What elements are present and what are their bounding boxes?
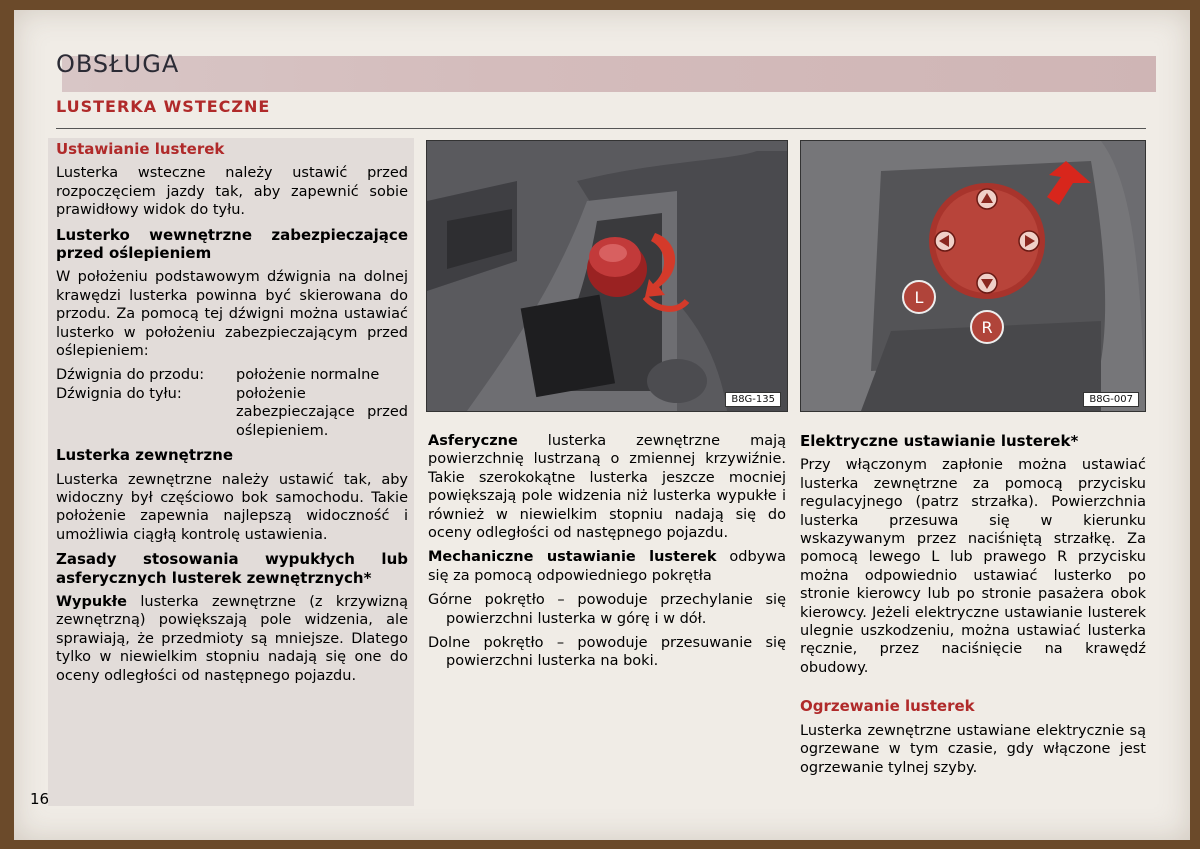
column-2 [428,432,786,677]
paragraph-inner-mirror: W położeniu podstawowym dźwignia na dolnej krawędzi lusterka powinna być skierowana do przodu. Za pomocą tej dźwigni można ustawiać lusterko w położeniu zabezpieczającym przed oślepieniem: [56,269,408,360]
column-1 [56,140,408,691]
heading-electric-adjust: Elektryczne ustawianie lusterek* [800,432,1079,450]
lever-forward-value: położenie normalne [236,367,380,384]
mechanical-text: odbywa się za pomocą odpowiedniego pokrętła [428,549,787,584]
paragraph-lower-knob: Dolne pokrętło – powoduje przesuwanie się powierzchni lusterka na boki. [428,635,786,670]
button-l-label: L [914,288,924,307]
mechanical-term: Mechaniczne ustawianie lusterek [428,549,717,566]
convex-text: lusterka zewnętrzne (z krzywizną zewnętrzną) powiększają pole widzenia, ale sprawiają, że przedmioty są mniejsze. Dlatego tylko w niewielkim stopniu nadają się one do oceny odległości od następnego pojazdu. [56,593,408,684]
button-r-label: R [981,318,993,337]
switch-illustration [801,141,1145,411]
section-banner [62,56,1156,92]
paragraph-convex [56,593,408,685]
paragraph-aspheric [428,432,786,542]
paragraph-adjusting: Lusterka wsteczne należy ustawić przed rozpoczęciem jazdy tak, aby zapewnić sobie prawidłowy widok do tyłu. [56,165,408,219]
paragraph-upper-knob: Górne pokrętło – powoduje przechylanie się powierzchni lusterka w górę i w dół. [428,592,786,627]
paragraph-outer-mirrors: Lusterka zewnętrzne należy ustawić tak, aby widoczny był częściowo bok samochodu. Takie położenie zapewnia najlepszą widoczność i umożliwia ciągłą kontrolę ustawienia. [56,471,408,543]
figure-label-b8g-135: B8G-135 [725,392,781,407]
knob-illustration [427,141,787,411]
figure-electric-switch [800,140,1146,412]
heading-inner-mirror: Lusterko wewnętrzne zabezpieczające przed oślepieniem [56,225,408,263]
heading-outer-mirrors: Lusterka zewnętrzne [56,446,233,465]
aspheric-text: lusterka zewnętrzne mają powierzchnię lustrzaną o zmiennej krzywiźnie. Takie szerokokątne lusterka jeszcze mocniej powiększają pole widzenia niż lusterka wypukłe i również w niewielkim stopniu nadają się do oceny odległości od następnego pojazdu. [428,433,786,542]
section-title: OBSŁUGA [56,50,180,78]
lever-forward-label: Dźwignia do przodu: [56,367,205,384]
figure-label-b8g-007: B8G-007 [1083,392,1139,407]
heading-adjusting-mirrors: Ustawianie lusterek [56,140,225,158]
lever-back-label: Dźwignia do tyłu: [56,385,182,402]
page-number: 16 [30,790,50,808]
paragraph-mirror-heating: Lusterka zewnętrzne ustawiane elektrycznie są ogrzewane w tym czasie, gdy włączone jest ogrzewanie tylnej szyby. [800,722,1146,776]
aspheric-term: Asferyczne [428,433,518,449]
figure-mirror-knob [426,140,788,412]
paragraph-electric-adjust: Przy włączonym zapłonie można ustawiać lusterka zewnętrzne za pomocą przycisku regulacyjnego (patrz strzałka). Powierzchnia lusterka przesuwa się w kierunku wskazywanym przez naciśniętą strzałkę. Za pomocą lewego L lub prawego R przycisku można odpowiednio ustawiać lusterko po stronie kierowcy lub po stronie pasażera obok kierowcy. Jeżeli elektryczne ustawianie lusterek ulegnie uszkodzeniu, można ustawiać lusterka ręcznie, przez naciśnięcie na krawędź obudowy. [800,457,1146,676]
page-subtitle: LUSTERKA WSTECZNE [56,97,271,116]
lever-back-value: położenie zabezpieczające przed oślepieniem. [236,385,408,439]
header-rule [56,128,1146,129]
heading-mirror-heating: Ogrzewanie lusterek [800,697,975,716]
paragraph-mechanical [428,548,786,585]
convex-term: Wypukłe [56,593,128,610]
lever-table [56,366,408,440]
column-3 [800,432,1146,783]
heading-convex-rules: Zasady stosowania wypukłych lub asferycznych lusterek zewnętrznych* [56,550,408,587]
